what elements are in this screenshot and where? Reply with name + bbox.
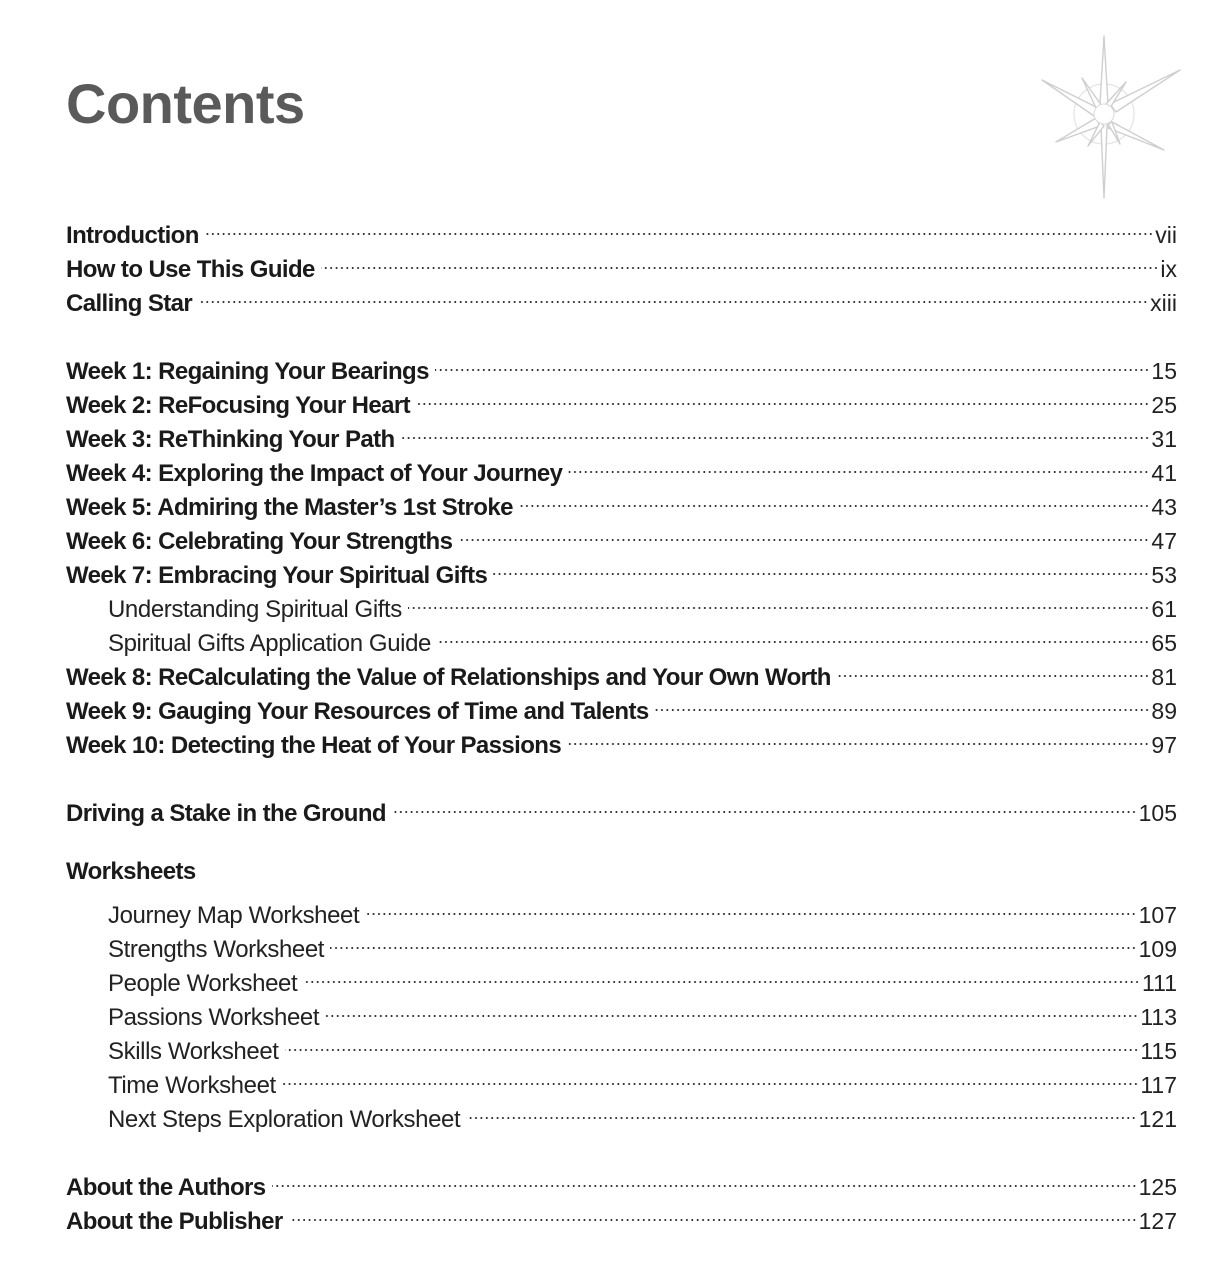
toc-entry-label: Time Worksheet <box>108 1072 276 1099</box>
toc-entry-label: Introduction <box>66 222 199 249</box>
toc-entry-page: 47 <box>1151 528 1177 554</box>
toc-entry-page: 81 <box>1151 664 1177 690</box>
toc-entry-page: 89 <box>1151 698 1177 724</box>
toc-entry-page: 97 <box>1151 732 1177 758</box>
section-spacer <box>66 311 1177 345</box>
toc-entry-label: People Worksheet <box>108 970 298 997</box>
dot-leader <box>198 277 1148 311</box>
toc-entry-label: Next Steps Exploration Worksheet <box>108 1106 461 1133</box>
toc-entry-label: About the Publisher <box>66 1208 283 1235</box>
toc-entry-label: Week 10: Detecting the Heat of Your Passions <box>66 732 562 759</box>
dot-leader <box>416 379 1149 413</box>
toc-entry-label: How to Use This Guide <box>66 256 315 283</box>
toc-entry-label: Spiritual Gifts Application Guide <box>108 630 431 657</box>
toc-entry-page: 109 <box>1138 936 1177 962</box>
toc-entry-label: Driving a Stake in the Ground <box>66 800 386 827</box>
toc-entry-label: Week 7: Embracing Your Spiritual Gifts <box>66 562 488 589</box>
dot-leader <box>655 685 1150 719</box>
dot-leader <box>282 1059 1139 1093</box>
toc-entry-week-1[interactable] <box>66 345 1177 385</box>
toc-entry-how-to-use[interactable] <box>66 243 1177 283</box>
toc-entry-label: Week 5: Admiring the Master’s 1st Stroke <box>66 494 513 521</box>
toc-entry-page: 53 <box>1151 562 1177 588</box>
worksheets-heading: Worksheets <box>66 858 196 885</box>
table-of-contents <box>66 209 1177 1235</box>
dot-leader <box>365 889 1136 923</box>
toc-entry-page: 105 <box>1138 800 1177 826</box>
dot-leader <box>567 719 1149 753</box>
toc-entry-page: 113 <box>1140 1004 1177 1030</box>
toc-entry-label: Week 4: Exploring the Impact of Your Journey <box>66 460 563 487</box>
star-icon <box>1030 30 1190 200</box>
dot-leader <box>568 447 1149 481</box>
dot-leader <box>272 1161 1137 1195</box>
toc-entry-page: 41 <box>1151 460 1177 486</box>
dot-leader <box>289 1195 1137 1229</box>
toc-entry-journey-map-worksheet[interactable] <box>66 889 1177 929</box>
toc-entry-page: 15 <box>1151 358 1177 384</box>
toc-entry-label: Week 3: ReThinking Your Path <box>66 426 395 453</box>
toc-entry-label: Week 2: ReFocusing Your Heart <box>66 392 411 419</box>
toc-entry-page: xiii <box>1150 290 1177 316</box>
dot-leader <box>837 651 1150 685</box>
toc-entry-page: 31 <box>1151 426 1177 452</box>
toc-entry-page: 115 <box>1140 1038 1177 1064</box>
dot-leader <box>458 515 1149 549</box>
dot-leader <box>435 345 1150 379</box>
toc-entry-label: Journey Map Worksheet <box>108 902 360 929</box>
dot-leader <box>519 481 1150 515</box>
dot-leader <box>392 787 1137 821</box>
toc-entry-page: 65 <box>1151 630 1177 656</box>
toc-entry-label: About the Authors <box>66 1174 266 1201</box>
toc-entry-page: 125 <box>1138 1174 1177 1200</box>
toc-entry-page: vii <box>1155 222 1177 248</box>
toc-entry-page: 111 <box>1142 970 1177 996</box>
dot-leader <box>493 549 1149 583</box>
dot-leader <box>325 991 1138 1025</box>
toc-entry-label: Skills Worksheet <box>108 1038 279 1065</box>
toc-entry-page: 107 <box>1138 902 1177 928</box>
toc-entry-page: 127 <box>1138 1208 1177 1234</box>
toc-entry-page: 43 <box>1151 494 1177 520</box>
toc-entry-label: Understanding Spiritual Gifts <box>108 596 402 623</box>
dot-leader <box>330 923 1137 957</box>
toc-entry-label: Week 9: Gauging Your Resources of Time and Talents <box>66 698 649 725</box>
toc-entry-label: Strengths Worksheet <box>108 936 325 963</box>
dot-leader <box>205 209 1153 243</box>
toc-entry-page: 61 <box>1151 596 1177 622</box>
dot-leader <box>321 243 1159 277</box>
toc-entry-label: Week 8: ReCalculating the Value of Relationships and Your Own Worth <box>66 664 831 691</box>
toc-entry-page: 121 <box>1138 1106 1177 1132</box>
toc-entry-about-authors[interactable] <box>66 1161 1177 1201</box>
toc-entry-introduction[interactable] <box>66 209 1177 249</box>
toc-entry-page: 117 <box>1140 1072 1177 1098</box>
dot-leader <box>408 583 1150 617</box>
dot-leader <box>303 957 1140 991</box>
toc-entry-label: Passions Worksheet <box>108 1004 320 1031</box>
dot-leader <box>437 617 1149 651</box>
dot-leader <box>401 413 1150 447</box>
toc-entry-page: ix <box>1160 256 1177 282</box>
dot-leader <box>285 1025 1139 1059</box>
toc-entry-driving-a-stake[interactable] <box>66 787 1177 827</box>
dot-leader <box>466 1093 1136 1127</box>
page-title: Contents <box>66 72 305 135</box>
toc-entry-label: Week 6: Celebrating Your Strengths <box>66 528 453 555</box>
toc-entry-calling-star[interactable] <box>66 277 1177 317</box>
toc-entry-label: Week 1: Regaining Your Bearings <box>66 358 429 385</box>
toc-entry-page: 25 <box>1151 392 1177 418</box>
toc-entry-label: Calling Star <box>66 290 193 317</box>
